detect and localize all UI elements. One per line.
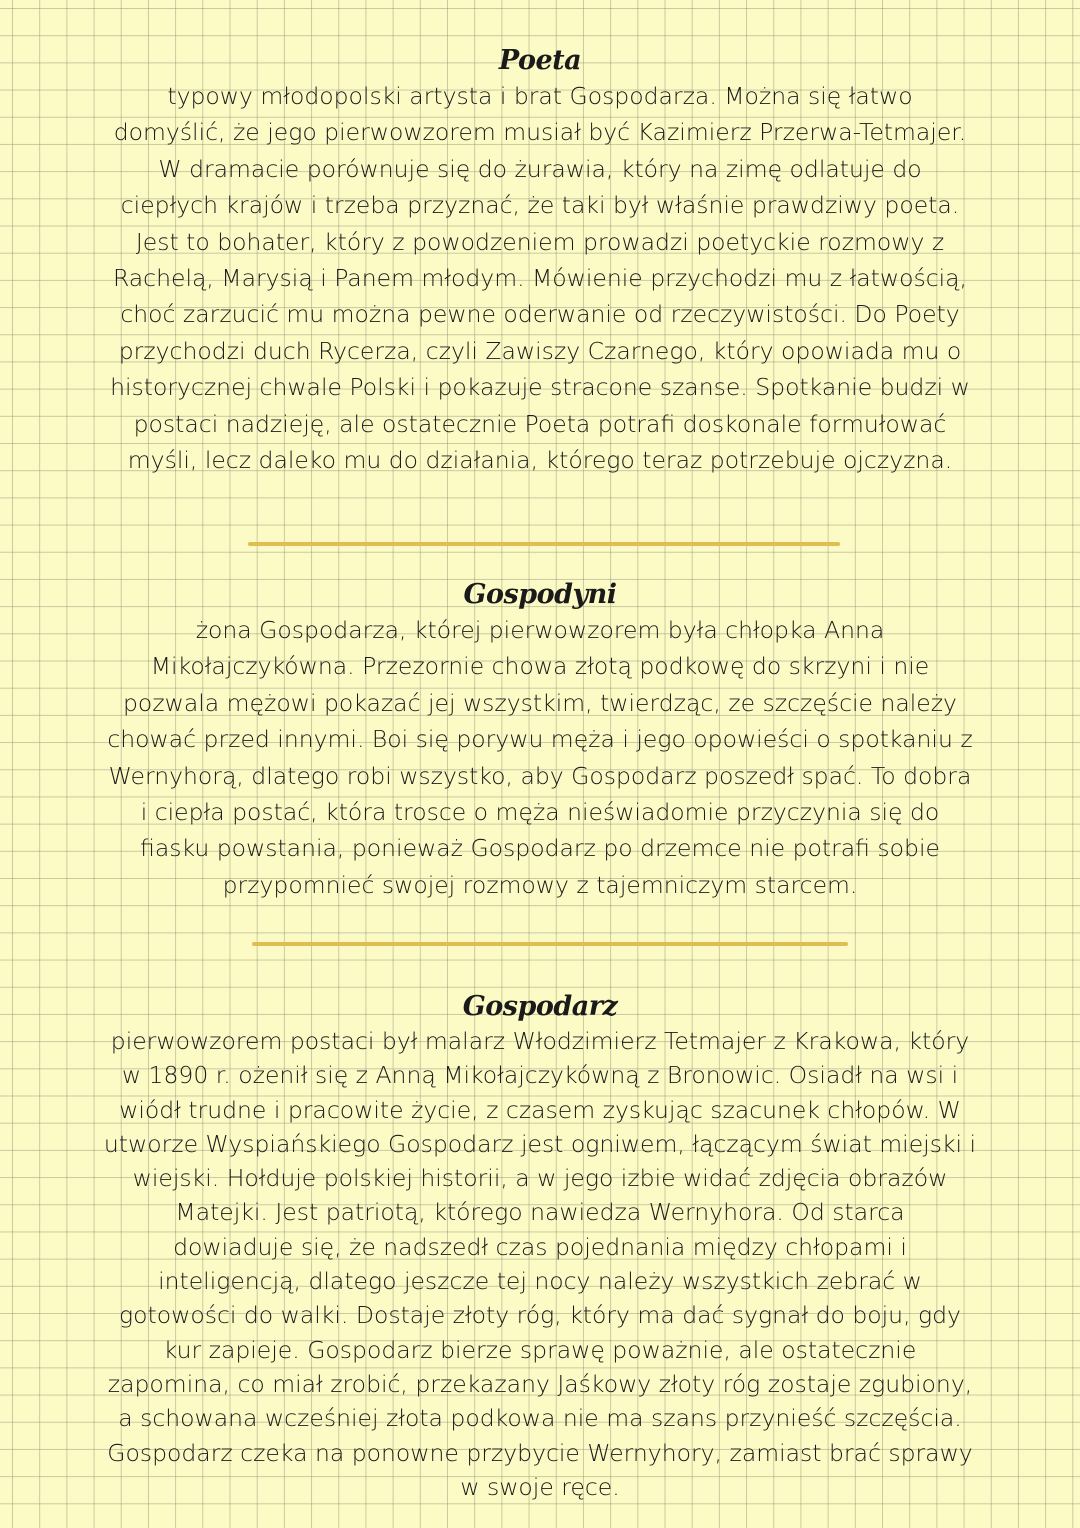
text-line: choć zarzucić mu można pewne oderwanie od rzeczywistości. Do Poety bbox=[120, 300, 960, 329]
text-line: domyślić, że jego pierwowzorem musiał być Kazimierz Przerwa-Tetmajer. bbox=[113, 118, 967, 147]
text-line: chować przed innymi. Boi się porywu męża i jego opowieści o spotkaniu z bbox=[107, 725, 973, 754]
text-line: przypomnieć swojej rozmowy z tajemniczym starcem. bbox=[222, 870, 858, 899]
text-line: W dramacie porównuje się do żurawia, który na zimę odlatuje do bbox=[158, 154, 922, 183]
divider bbox=[248, 542, 840, 546]
text-line: Mikołajczykówna. Przezornie chowa złotą podkowę do skrzyni i nie bbox=[150, 652, 930, 681]
section-title: Gospodarz bbox=[462, 991, 618, 1022]
text-line: pierwowzorem postaci był malarz Włodzimierz Tetmajer z Krakowa, który bbox=[110, 1027, 970, 1055]
text-line: żona Gospodarza, której pierwowzorem była chłopka Anna bbox=[195, 616, 885, 644]
section-body bbox=[40, 78, 1040, 478]
text-line: myśli, lecz daleko mu do działania, którego teraz potrzebuje ojczyzna. bbox=[127, 446, 953, 475]
text-line: typowy młodopolski artysta i brat Gospodarza. Można się łatwo bbox=[167, 82, 913, 110]
text-line: ciepłych krajów i trzeba przyznać, że taki był właśnie prawdziwy poeta. bbox=[120, 191, 960, 220]
text-line: Rachelą, Marysią i Panem młodym. Mówienie przychodzi mu z łatwością, bbox=[112, 264, 968, 293]
text-line: w 1890 r. ożenił się z Anną Mikołajczykówną z Bronowic. Osiadł na wsi i bbox=[121, 1061, 959, 1090]
text-line: i ciepła postać, która trosce o męża nieświadomie przyczynia się do bbox=[140, 798, 940, 827]
text-line: Matejki. Jest patriotą, którego nawiedza Wernyhora. Od starca bbox=[175, 1198, 905, 1227]
text-line: pozwala mężowi pokazać jej wszystkim, twierdząc, ze szczęście należy bbox=[123, 688, 957, 717]
text-line: utworze Wyspiańskiego Gospodarz jest ogniwem, łączącym świat miejski i bbox=[103, 1129, 977, 1158]
text-line: przychodzi duch Rycerza, czyli Zawiszy Czarnego, który opowiada mu o bbox=[118, 336, 962, 365]
text-line: inteligencją, dlatego jeszcze tej nocy należy wszystkich zebrać w bbox=[158, 1267, 922, 1296]
text-line: w swoje ręce. bbox=[460, 1472, 620, 1501]
divider bbox=[252, 942, 848, 946]
text-line: fiasku powstania, ponieważ Gospodarz po drzemce nie potrafi sobie bbox=[140, 834, 940, 863]
text-line: dowiaduje się, że nadszedł czas pojednania między chłopami i bbox=[173, 1232, 907, 1261]
text-line: historycznej chwale Polski i pokazuje stracone szanse. Spotkanie budzi w bbox=[110, 373, 970, 402]
section-title: Gospodyni bbox=[463, 579, 617, 610]
text-line: gotowości do walki. Dostaje złoty róg, który ma dać sygnał do boju, gdy bbox=[119, 1301, 961, 1330]
section-title: Poeta bbox=[498, 45, 582, 76]
section-gospodarz bbox=[40, 990, 1040, 1504]
section-poeta bbox=[40, 44, 1040, 478]
section-body bbox=[40, 612, 1040, 903]
text-line: Jest to bohater, który z powodzeniem prowadzi poetyckie rozmowy z bbox=[135, 227, 945, 256]
text-line: wiódł trudne i pracowite życie, z czasem zyskując szacunek chłopów. W bbox=[119, 1095, 961, 1124]
text-line: Gospodarz czeka na ponowne przybycie Wernyhory, zamiast brać sprawy bbox=[107, 1438, 973, 1467]
text-line: Wernyhorą, dlatego robi wszystko, aby Gospodarz poszedł spać. To dobra bbox=[108, 761, 972, 790]
text-line: postaci nadzieję, ale ostatecznie Poeta potrafi doskonale formułować bbox=[133, 409, 947, 438]
text-line: kur zapieje. Gospodarz bierze sprawę poważnie, ale ostatecznie bbox=[163, 1335, 917, 1364]
text-line: wiejski. Hołduje polskiej historii, a w jego izbie widać zdjęcia obrazów bbox=[132, 1164, 948, 1193]
section-body bbox=[40, 1024, 1040, 1504]
section-gospodyni bbox=[40, 578, 1040, 903]
text-line: a schowana wcześniej złota podkowa nie ma szans przynieść szczęścia. bbox=[118, 1404, 962, 1433]
text-line: zapomina, co miał zrobić, przekazany Jaśkowy złoty róg zostaje zgubiony, bbox=[107, 1369, 973, 1398]
